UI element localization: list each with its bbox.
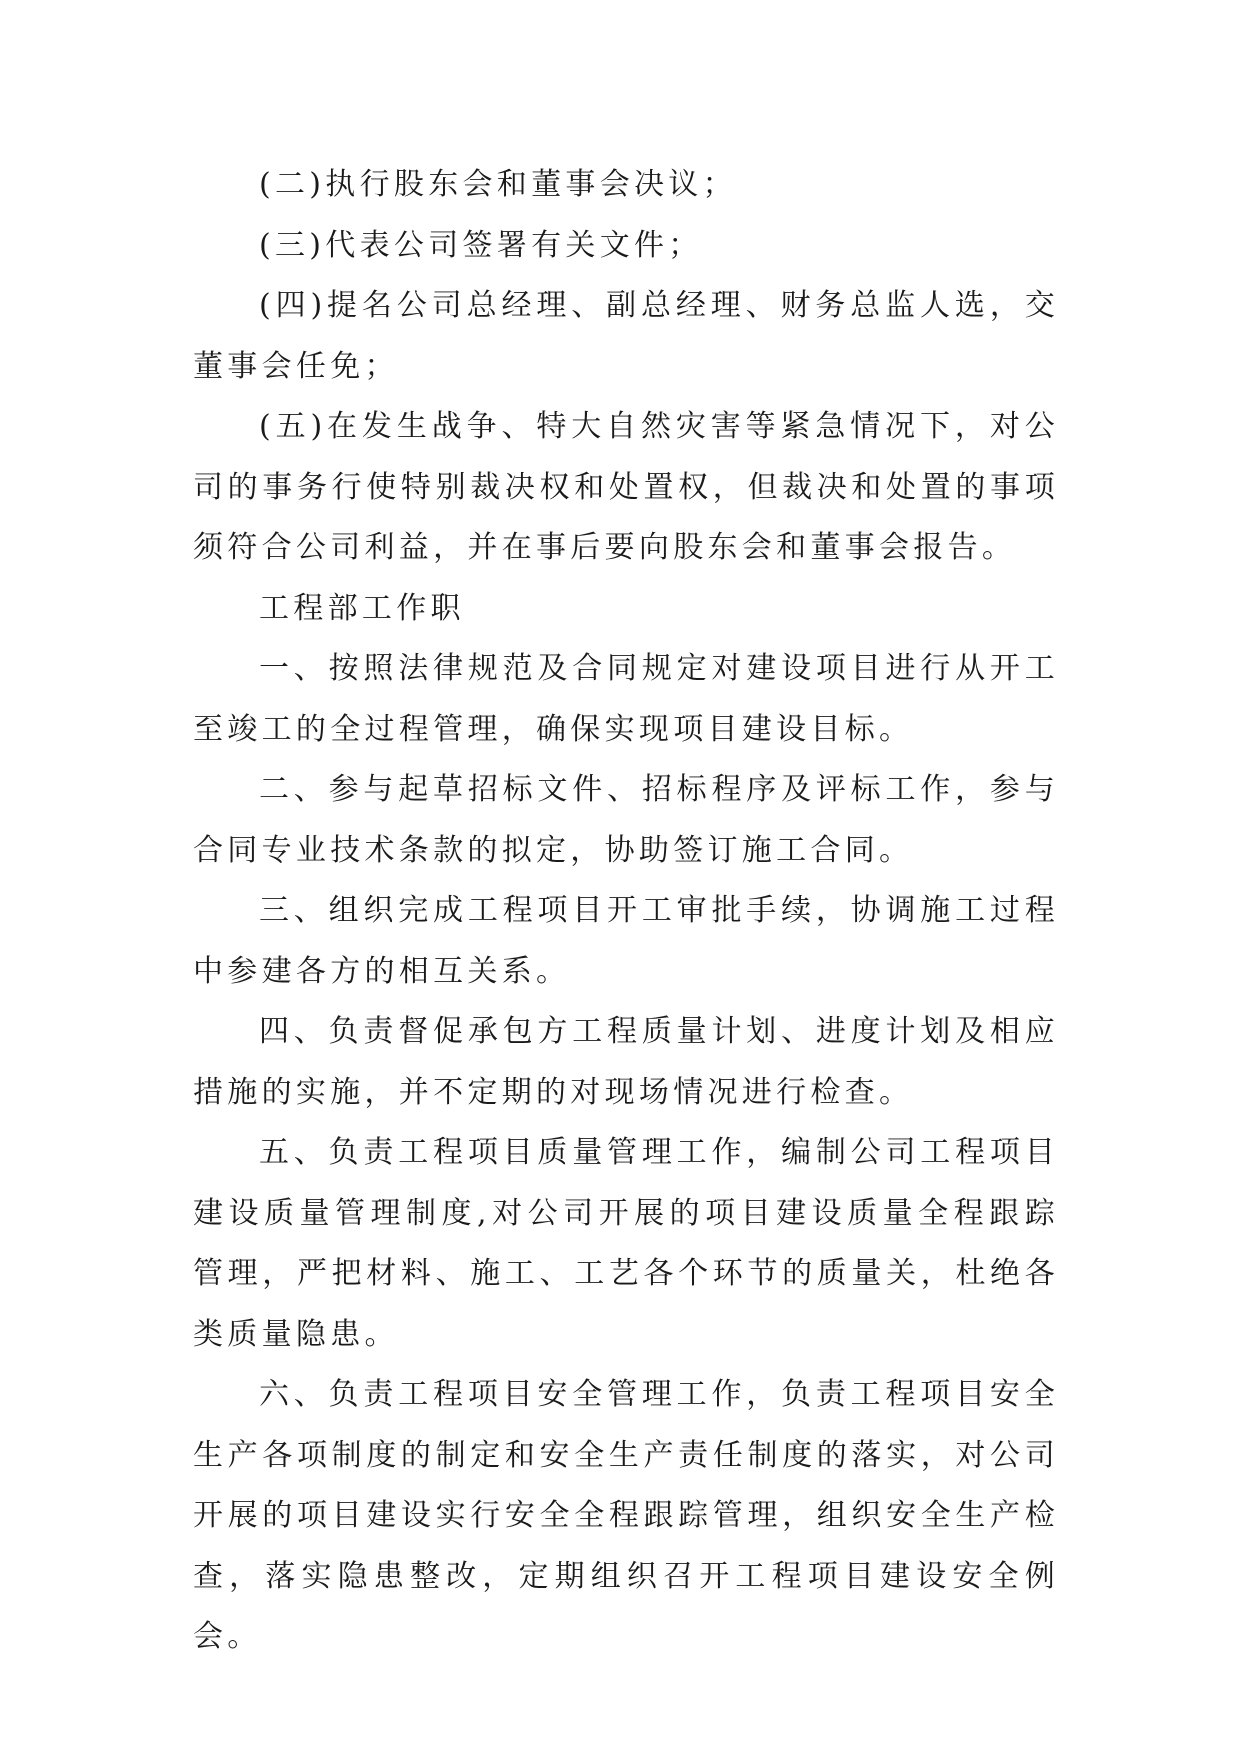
duty-item-5: 五、负责工程项目质量管理工作，编制公司工程项目建设质量管理制度,对公司开展的项目建设质量全程跟踪管理，严把材料、施工、工艺各个环节的质量关，杜绝各类质量隐患。: [193, 1135, 1059, 1352]
duty-item-1: 一、按照法律规范及合同规定对建设项目进行从开工至竣工的全过程管理，确保实现项目建设目标。: [193, 651, 1059, 747]
duty-item-2: 二、参与起草招标文件、招标程序及评标工作，参与合同专业技术条款的拟定，协助签订施工合同。: [193, 772, 1059, 868]
document-body: [193, 155, 1059, 1668]
duty-item-6: 六、负责工程项目安全管理工作，负责工程项目安全生产各项制度的制定和安全生产责任制度的落实，对公司开展的项目建设实行安全全程跟踪管理，组织安全生产检查，落实隐患整改，定期组织召开工程项目建设安全例会。: [193, 1377, 1059, 1654]
paragraph-item-3: (三)代表公司签署有关文件；: [259, 227, 703, 263]
paragraph-item-5: (五)在发生战争、特大自然灾害等紧急情况下，对公司的事务行使特别裁决权和处置权，但裁决和处置的事项须符合公司利益，并在事后要向股东会和董事会报告。: [193, 409, 1059, 565]
paragraph-item-2: (二)执行股东会和董事会决议；: [259, 167, 737, 202]
duty-item-4: 四、负责督促承包方工程质量计划、进度计划及相应措施的实施，并不定期的对现场情况进行检查。: [193, 1014, 1059, 1110]
section-heading: 工程部工作职: [259, 590, 465, 626]
paragraph-item-4: (四)提名公司总经理、副总经理、财务总监人选，交董事会任免；: [193, 288, 1059, 384]
duty-item-3: 三、组织完成工程项目开工审批手续，协调施工过程中参建各方的相互关系。: [193, 893, 1059, 989]
